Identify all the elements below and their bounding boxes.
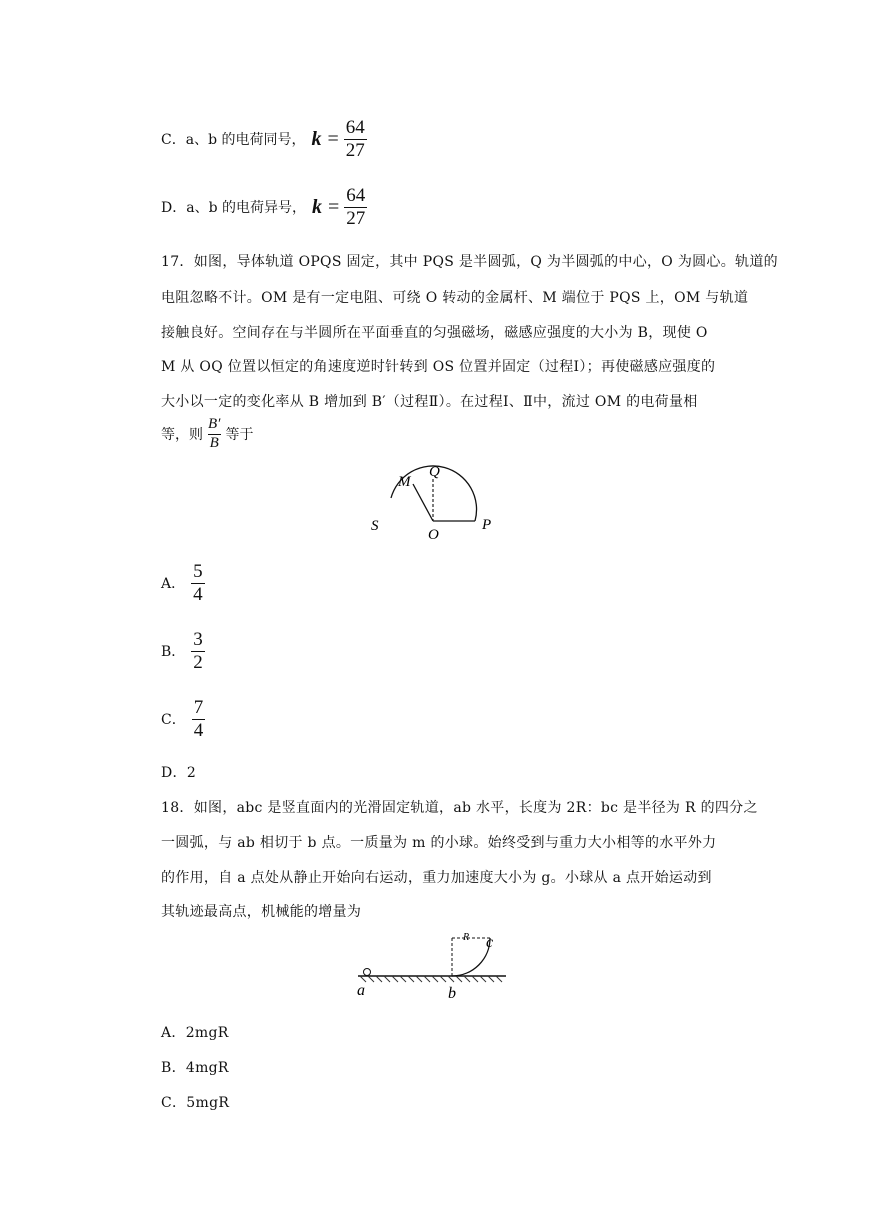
fraction-denominator: 27 [345, 139, 365, 161]
option-d-top [161, 186, 367, 229]
ball [364, 969, 371, 976]
q18-option-b: B．4mgR [161, 1060, 229, 1076]
k-symbol: k [311, 127, 322, 150]
q17-line-5: 大小以一定的变化率从 B 增加到 B′（过程Ⅱ）。在过程Ⅰ、Ⅱ中，流过 OM 的电荷量相 [161, 394, 698, 410]
fraction-numerator: 5 [193, 561, 203, 582]
q17-option-d: D．2 [161, 765, 197, 781]
fraction-bprime-over-b [206, 417, 222, 452]
option-c-top [161, 118, 367, 161]
fraction [191, 630, 205, 673]
label-o: O [428, 527, 439, 542]
q18-line-3: 的作用，自 a 点处从静止开始向右运动，重力加速度大小为 g。小球从 a 点开始运动到 [161, 870, 712, 886]
q18-option-a: A．2mgR [161, 1025, 229, 1041]
q17-last-prefix: 等，则 [161, 427, 203, 444]
q18-line-4: 其轨迹最高点，机械能的增量为 [161, 904, 362, 920]
fraction [191, 562, 205, 605]
q17-line-2: 电阻忽略不计。OM 是有一定电阻、可绕 O 转动的金属杆、M 端位于 PQS 上，OM 与轨道 [161, 290, 749, 306]
q17-option-c [161, 698, 205, 741]
option-label: B． [161, 644, 186, 661]
label-m: M [398, 474, 411, 490]
fraction-64-27 [344, 118, 367, 161]
fraction-numerator: 3 [193, 629, 203, 650]
option-label: C． [161, 712, 186, 729]
fraction-denominator: 2 [193, 651, 203, 673]
fraction-denominator: 27 [346, 207, 366, 229]
option-text: a、b 的电荷异号， [186, 200, 306, 217]
q17-line-6 [161, 417, 253, 452]
q17-line-3: 接触良好。空间存在与半圆所在平面垂直的匀强磁场，磁感应强度的大小为 B，现使 O [161, 325, 708, 341]
k-symbol: k [312, 195, 322, 218]
fraction-numerator: 64 [345, 117, 365, 138]
q18-track-figure [348, 928, 520, 1004]
fraction [192, 698, 206, 741]
q17-semicircle-figure [360, 458, 510, 542]
label-a: a [357, 982, 365, 999]
label-p: P [482, 517, 492, 533]
label-c: c [486, 934, 494, 951]
label-r: R [463, 932, 470, 943]
option-label: C． [161, 132, 186, 149]
equals-sign: = [328, 195, 340, 218]
q18-option-c: C．5mgR [161, 1095, 230, 1111]
q18-line-2: 一圆弧，与 ab 相切于 b 点。一质量为 m 的小球。始终受到与重力大小相等的水平外力 [161, 835, 717, 851]
rod-om [413, 484, 433, 521]
fraction-denominator: 4 [193, 719, 204, 741]
q17-last-suffix: 等于 [225, 427, 254, 444]
equals-sign: = [327, 127, 339, 150]
fraction-numerator: 7 [193, 697, 204, 718]
q17-line-1: 17．如图，导体轨道 OPQS 固定，其中 PQS 是半圆弧，Q 为半圆弧的中心，O 为圆心。轨道的 [161, 254, 778, 270]
label-s: S [371, 518, 379, 534]
option-text: a、b 的电荷同号， [185, 132, 306, 149]
q17-line-4: M 从 OQ 位置以恒定的角速度逆时针转到 OS 位置并固定（过程Ⅰ）；再使磁感应强度的 [161, 359, 716, 375]
fraction-64-27 [344, 186, 367, 229]
q17-option-a [161, 562, 205, 605]
option-label: D． [161, 200, 187, 217]
q18-line-1: 18．如图，abc 是竖直面内的光滑固定轨道，ab 水平，长度为 2R：bc 是半径为 R 的四分之 [161, 800, 758, 816]
quarter-arc-bc [452, 938, 490, 976]
fraction-numerator: 64 [346, 185, 366, 206]
ground-hatching [360, 976, 502, 982]
fraction-denominator: B [209, 434, 219, 451]
fraction-numerator: B′ [208, 416, 221, 432]
option-label: A． [161, 576, 186, 593]
label-b: b [448, 985, 456, 1002]
q17-option-b [161, 630, 205, 673]
fraction-denominator: 4 [193, 583, 203, 605]
label-q: Q [429, 464, 440, 480]
